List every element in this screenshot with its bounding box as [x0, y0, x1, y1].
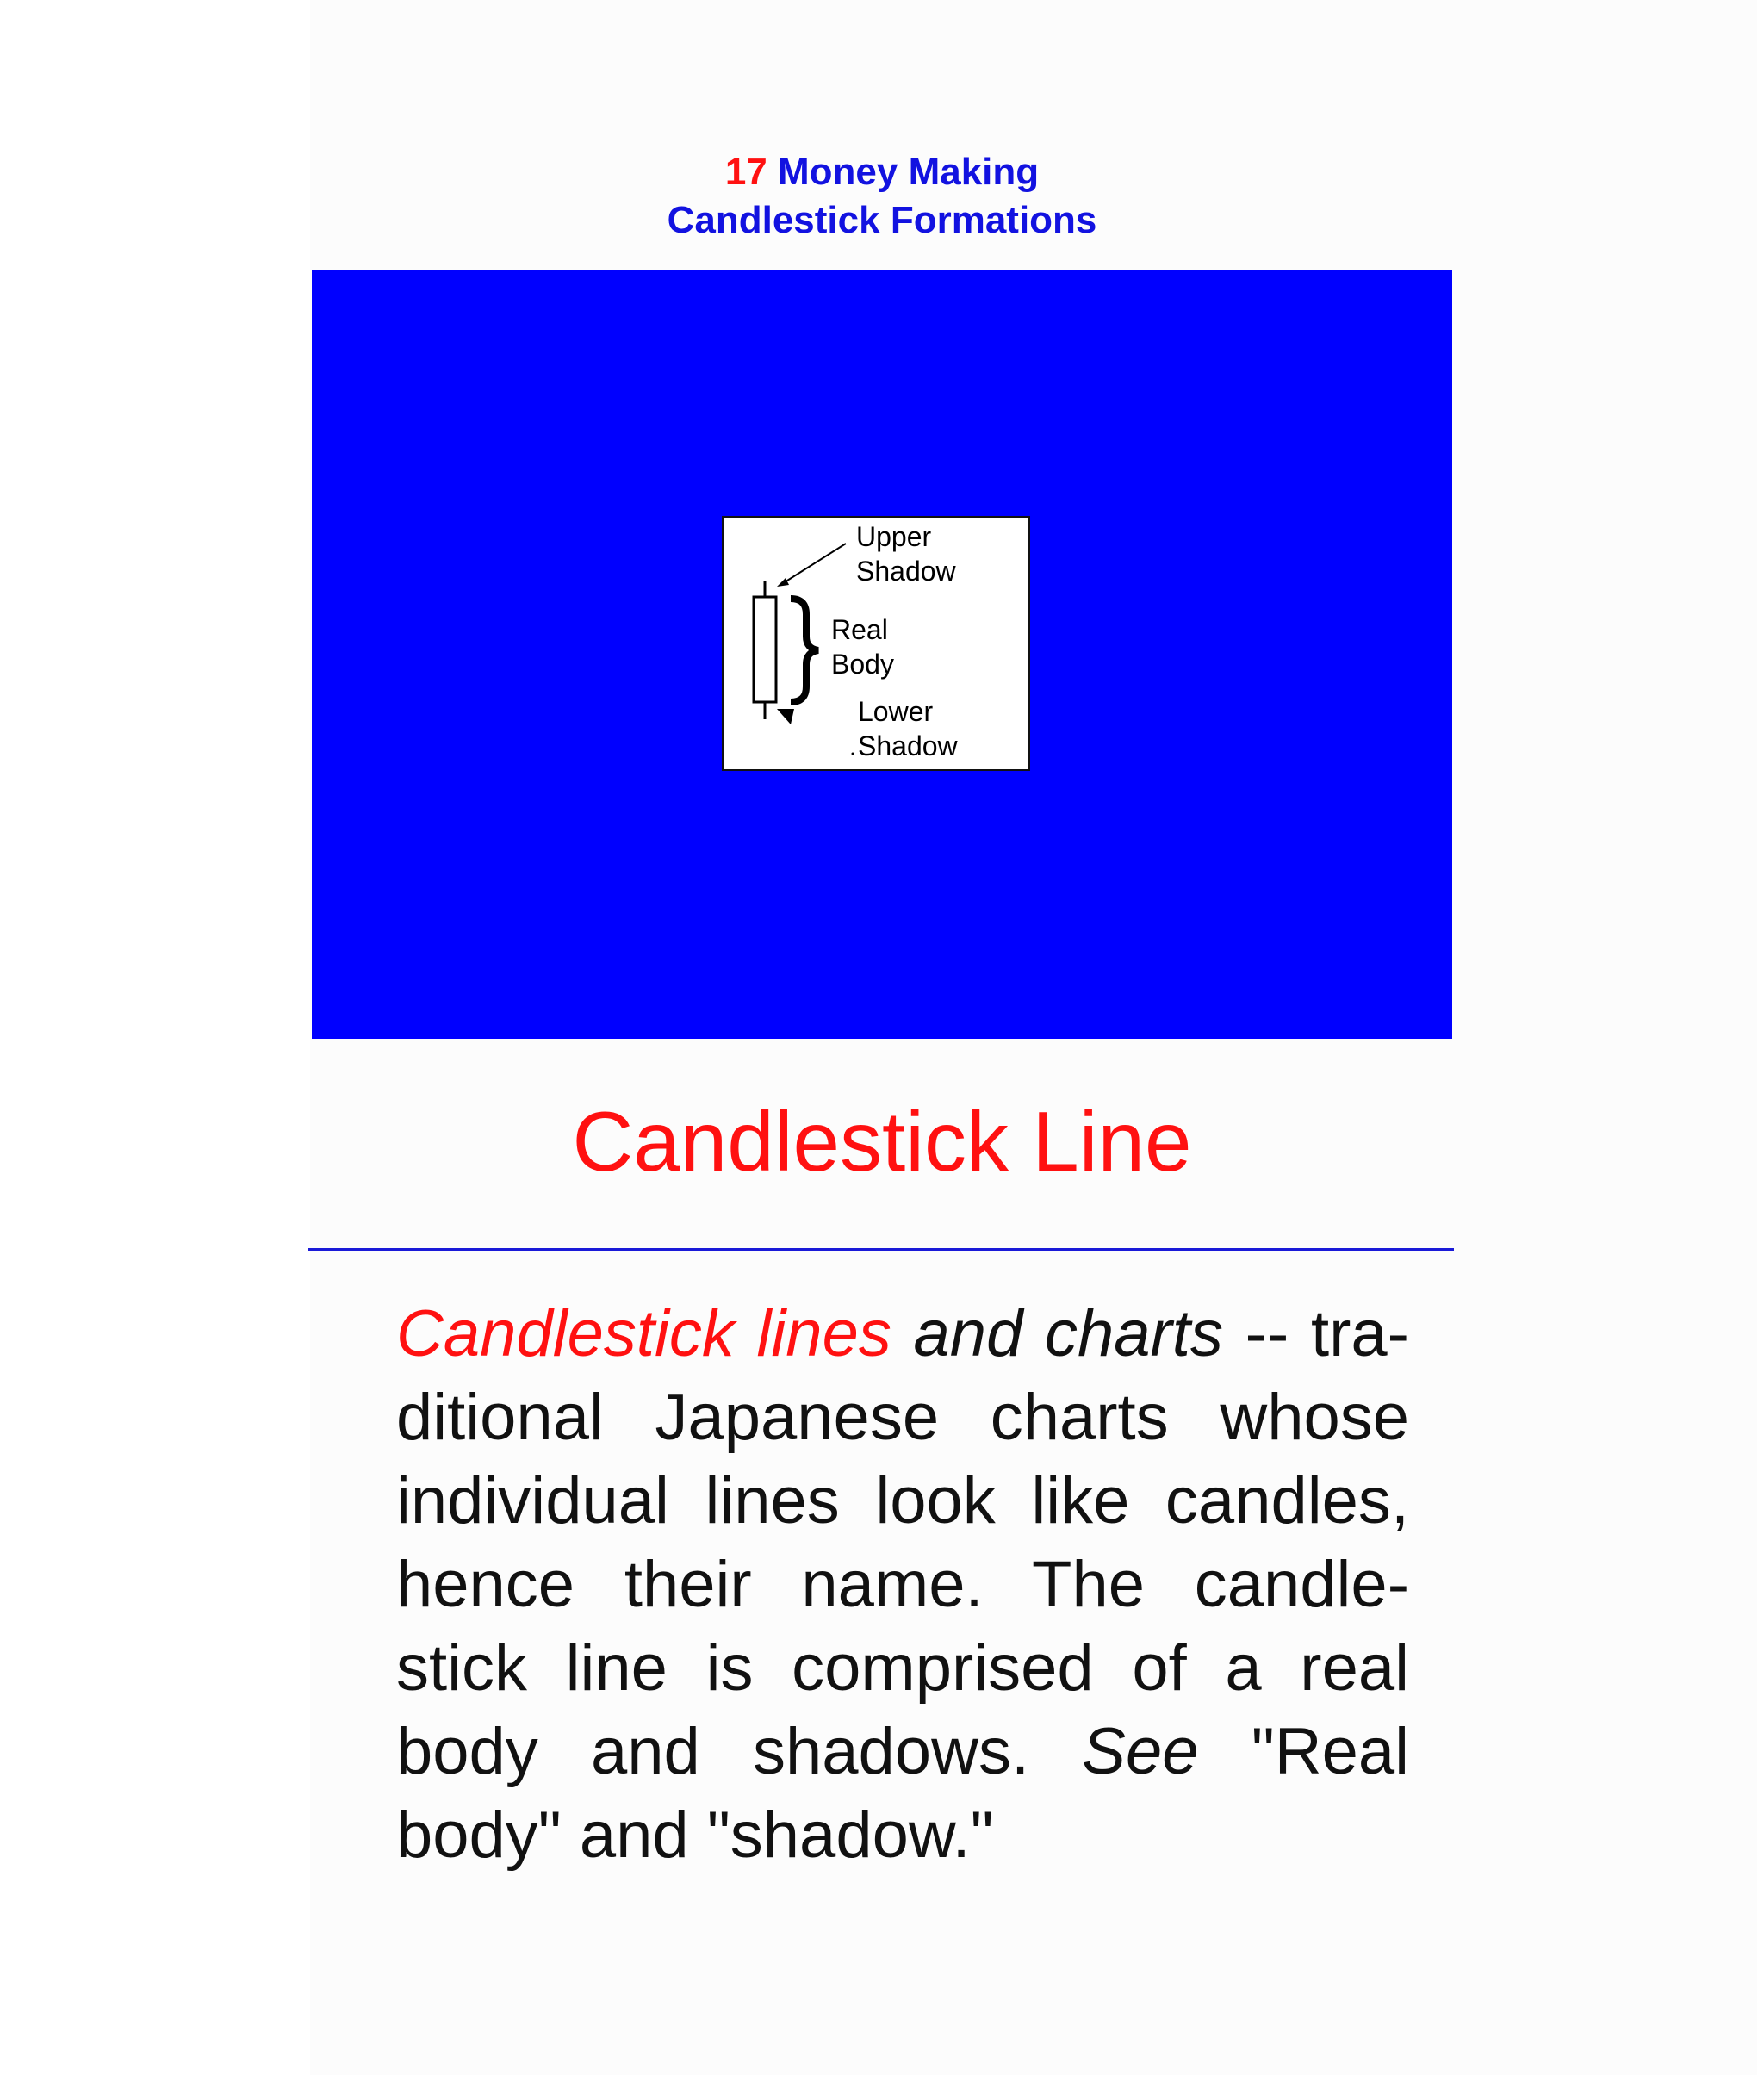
definition-paragraph: [396, 1292, 1409, 1877]
label-lower: Lower: [858, 696, 934, 727]
upper-arrow-head: [777, 578, 789, 587]
illustration-banner: [312, 270, 1452, 1039]
lower-shadow-arrow: [777, 709, 794, 724]
header-title-part: Money Making: [778, 151, 1040, 193]
definition-term-rest: and charts: [913, 1297, 1223, 1370]
candlestick-diagram: [722, 516, 1030, 771]
definition-text-1: -- tra-ditional Japanese charts whose individual lines look like candles, hence their name. The candle-stick line is comprised of a real body and shadows.: [396, 1297, 1409, 1788]
book-header: [0, 148, 1764, 245]
definition-text-2: "Real body" and "shadow.": [396, 1715, 1409, 1872]
label-real: Real: [831, 614, 888, 645]
divider-rule: [308, 1248, 1454, 1251]
header-line-1: [0, 148, 1764, 196]
header-number: 17: [724, 151, 767, 193]
definition-see: See: [1082, 1715, 1199, 1788]
header-line-2: Candlestick Formations: [667, 199, 1097, 241]
label-body: Body: [831, 649, 894, 680]
upper-shadow-arrow: [780, 544, 846, 585]
real-body-rect: [754, 597, 776, 702]
label-upper: Upper: [856, 521, 932, 552]
label-upper-shadow: Shadow: [856, 556, 956, 587]
stray-dot: [852, 753, 854, 755]
definition-term: Candlestick lines: [396, 1297, 891, 1370]
label-lower-shadow: Shadow: [858, 730, 958, 761]
real-body-brace: [791, 599, 818, 702]
section-title: Candlestick Line: [572, 1094, 1192, 1189]
